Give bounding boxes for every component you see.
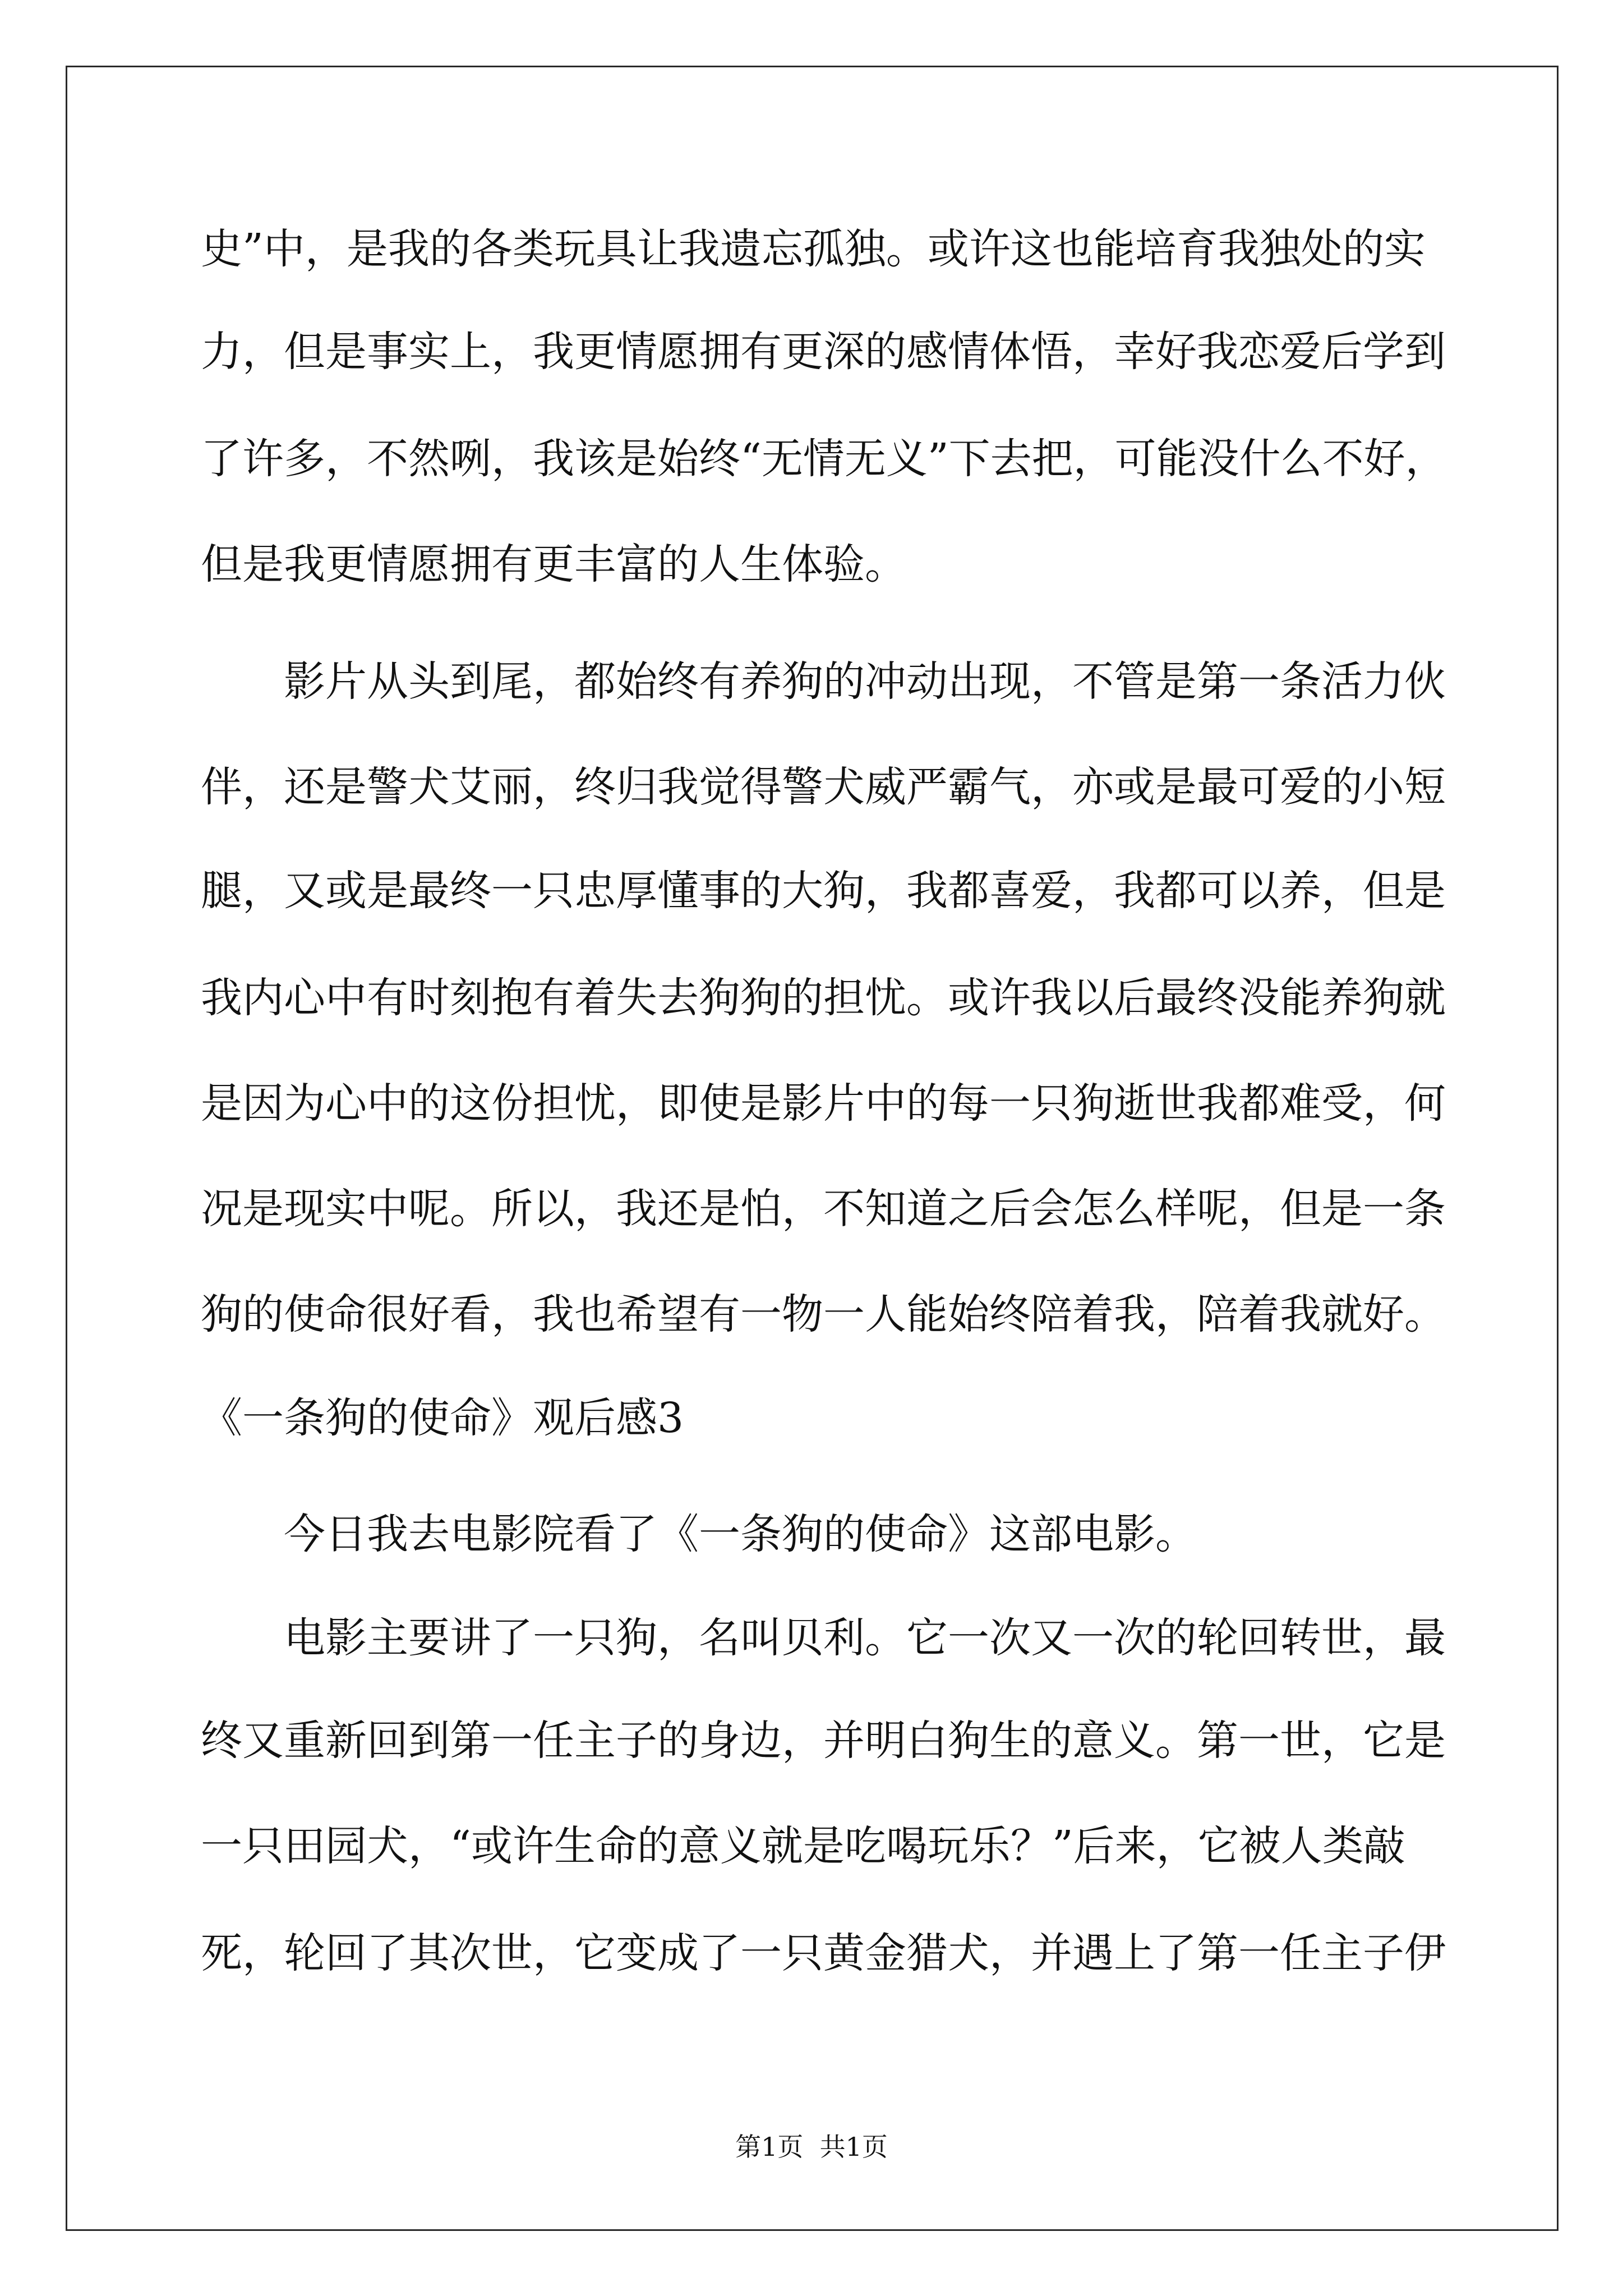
text-line: 但是我更情愿拥有更丰富的人生体验。 [201, 540, 906, 588]
text-line: 一只田园犬，“或许生命的意义就是吃喝玩乐？”后来，它被人类敲 [201, 1822, 1405, 1870]
section-title: 《一条狗的使命》观后感3 [201, 1394, 684, 1442]
text-line: 伴，还是警犬艾丽，终归我觉得警犬威严霸气，亦或是最可爱的小短 [201, 763, 1446, 811]
page-footer: 第1页 共1页 [735, 2132, 888, 2162]
text-line: 狗的使命很好看，我也希望有一物一人能始终陪着我，陪着我就好。 [201, 1290, 1446, 1338]
text-line: 腿，又或是最终一只忠厚懂事的大狗，我都喜爱，我都可以养，但是 [201, 867, 1446, 915]
text-line: 电影主要讲了一只狗，名叫贝利。它一次又一次的轮回转世，最 [284, 1614, 1446, 1662]
text-line: 况是现实中呢。所以，我还是怕，不知道之后会怎么样呢，但是一条 [201, 1185, 1446, 1233]
text-line: 终又重新回到第一任主子的身边，并明白狗生的意义。第一世，它是 [201, 1717, 1446, 1765]
text-line: 史”中，是我的各类玩具让我遗忘孤独。或许这也能培育我独处的实 [201, 225, 1426, 273]
text-line: 死，轮回了其次世，它变成了一只黄金猎犬，并遇上了第一任主子伊 [201, 1929, 1446, 1977]
text-line: 力，但是事实上，我更情愿拥有更深的感情体悟，幸好我恋爱后学到 [201, 328, 1446, 376]
text-line: 影片从头到尾，都始终有养狗的冲动出现，不管是第一条活力伙 [284, 657, 1446, 706]
page-border [66, 66, 1559, 2231]
text-line: 今日我去电影院看了《一条狗的使命》这部电影。 [284, 1510, 1197, 1558]
text-line: 我内心中有时刻抱有着失去狗狗的担忧。或许我以后最终没能养狗就 [201, 974, 1446, 1022]
text-line: 是因为心中的这份担忧，即使是影片中的每一只狗逝世我都难受，何 [201, 1079, 1446, 1128]
text-line: 了许多，不然咧，我该是始终“无情无义”下去把，可能没什么不好， [201, 435, 1447, 483]
